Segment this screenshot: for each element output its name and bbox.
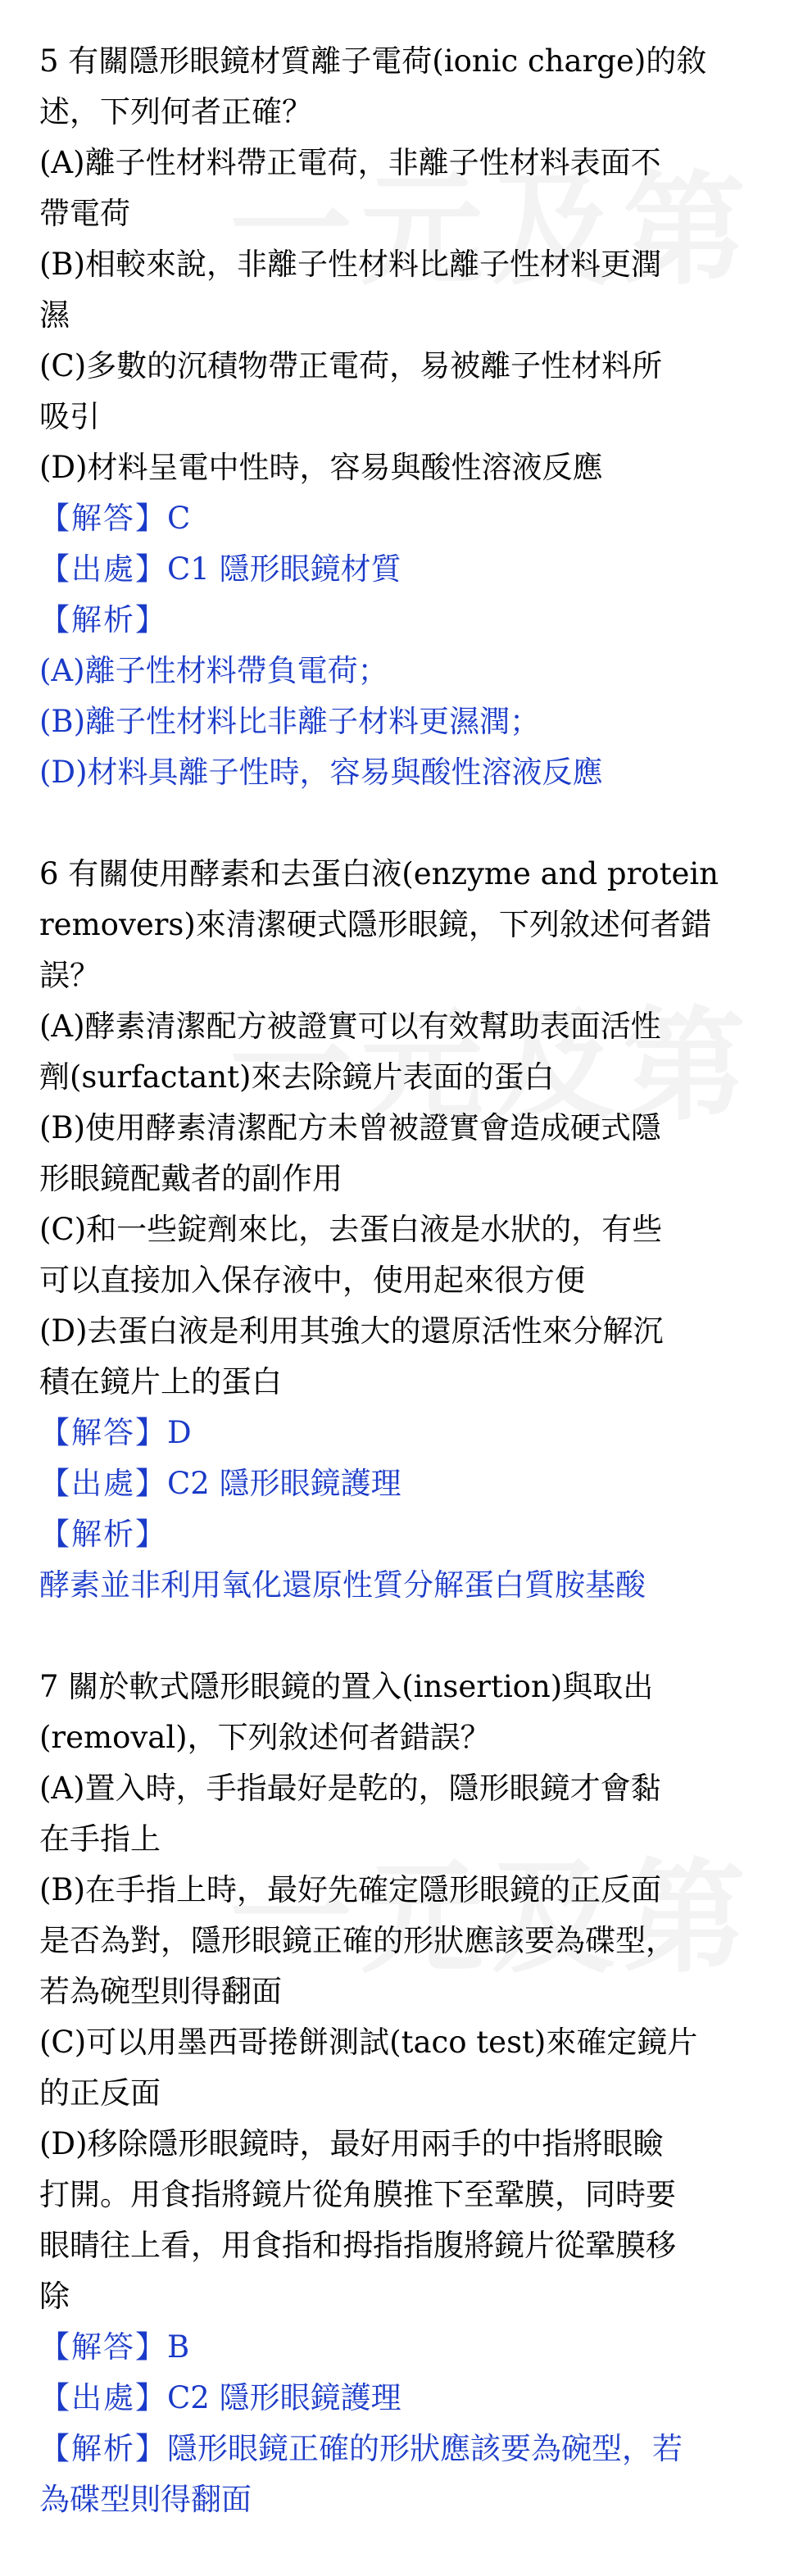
analysis-inline-text: 隱形眼鏡正確的形狀應該要為碗型，若 bbox=[167, 2431, 683, 2466]
question-5 bbox=[39, 36, 769, 798]
analysis-heading bbox=[39, 1509, 769, 1560]
analysis-line: 為碟型則得翻面 bbox=[39, 2482, 252, 2517]
option-a-line: 在手指上 bbox=[39, 1821, 161, 1857]
analysis-line: 酵素並非利用氧化還原性質分解蛋白質胺基酸 bbox=[39, 1567, 646, 1603]
option-c-line: (C)和一些錠劑來比，去蛋白液是水狀的，有些 bbox=[39, 1212, 663, 1247]
answer-line bbox=[39, 1408, 769, 1458]
question-stem-line: removers)來清潔硬式隱形眼鏡，下列敘述何者錯 bbox=[39, 907, 711, 942]
analysis-heading bbox=[39, 595, 769, 646]
answer-value: C bbox=[167, 501, 191, 536]
question-stem-line: 誤？ bbox=[39, 958, 100, 993]
option-b-line: (B)相較來說，非離子性材料比離子性材料更潤 bbox=[39, 247, 662, 282]
analysis-tag: 【解析】 bbox=[39, 602, 167, 637]
analysis-tag: 【解析】 bbox=[39, 2431, 167, 2466]
source-value: C1 隱形眼鏡材質 bbox=[167, 551, 402, 587]
answer-tag: 【解答】 bbox=[39, 501, 167, 536]
question-stem-line: 7 關於軟式隱形眼鏡的置入(insertion)與取出 bbox=[39, 1669, 654, 1704]
analysis-line: (A)離子性材料帶負電荷； bbox=[39, 653, 388, 688]
answer-value: B bbox=[167, 2329, 190, 2365]
analysis-tag: 【解析】 bbox=[39, 1517, 167, 1552]
option-b-line: 形眼鏡配戴者的副作用 bbox=[39, 1161, 343, 1196]
option-d-line: 除 bbox=[39, 2279, 70, 2314]
option-b-line: (B)在手指上時，最好先確定隱形眼鏡的正反面 bbox=[39, 1872, 662, 1907]
source-value: C2 隱形眼鏡護理 bbox=[167, 2380, 402, 2415]
source-tag: 【出處】 bbox=[39, 551, 167, 587]
answer-line bbox=[39, 2322, 769, 2373]
option-c-line: 的正反面 bbox=[39, 2075, 161, 2111]
option-a-line: (A)置入時，手指最好是乾的，隱形眼鏡才會黏 bbox=[39, 1771, 661, 1806]
answer-tag: 【解答】 bbox=[39, 2329, 167, 2365]
question-stem-line: 5 有關隱形眼鏡材質離子電荷(ionic charge)的敘 bbox=[39, 43, 707, 79]
question-stem-line: (removal)，下列敘述何者錯誤？ bbox=[39, 1720, 491, 1755]
source-value: C2 隱形眼鏡護理 bbox=[167, 1466, 402, 1501]
option-b-line: 是否為對，隱形眼鏡正確的形狀應該要為碟型， bbox=[39, 1923, 676, 1958]
answer-tag: 【解答】 bbox=[39, 1415, 167, 1450]
source-line bbox=[39, 544, 769, 595]
option-d-line: (D)移除隱形眼鏡時，最好用兩手的中指將眼瞼 bbox=[39, 2126, 664, 2161]
analysis-line bbox=[39, 2424, 769, 2474]
analysis-line: (D)材料具離子性時，容易與酸性溶液反應 bbox=[39, 755, 603, 790]
option-a-line: (A)酵素清潔配方被證實可以有效幫助表面活性 bbox=[39, 1009, 661, 1044]
option-a-line: (A)離子性材料帶正電荷，非離子性材料表面不 bbox=[39, 145, 661, 180]
option-c-line: 可以直接加入保存液中，使用起來很方便 bbox=[39, 1263, 585, 1298]
option-d-line: (D)去蛋白液是利用其強大的還原活性來分解沉 bbox=[39, 1313, 664, 1349]
source-line bbox=[39, 2373, 769, 2424]
option-c-line: (C)可以用墨西哥捲餅測試(taco test)來確定鏡片 bbox=[39, 2025, 698, 2060]
answer-line bbox=[39, 493, 769, 544]
option-c-line: 吸引 bbox=[39, 399, 100, 434]
option-b-line: 濕 bbox=[39, 297, 70, 333]
question-stem-line: 6 有關使用酵素和去蛋白液(enzyme and protein bbox=[39, 856, 719, 891]
analysis-line: (B)離子性材料比非離子材料更濕潤； bbox=[39, 704, 541, 739]
option-d-line: (D)材料呈電中性時，容易與酸性溶液反應 bbox=[39, 450, 603, 485]
question-stem-line: 述，下列何者正確？ bbox=[39, 94, 312, 129]
option-c-line: (C)多數的沉積物帶正電荷，易被離子性材料所 bbox=[39, 348, 663, 383]
option-b-line: 若為碗型則得翻面 bbox=[39, 1974, 282, 2009]
question-7 bbox=[39, 1662, 769, 2525]
option-d-line: 打開。用食指將鏡片從角膜推下至鞏膜，同時要 bbox=[39, 2177, 676, 2212]
document-page bbox=[39, 36, 769, 2576]
option-b-line: (B)使用酵素清潔配方未曾被證實會造成硬式隱 bbox=[39, 1110, 662, 1145]
source-tag: 【出處】 bbox=[39, 1466, 167, 1501]
option-a-line: 劑(surfactant)來去除鏡片表面的蛋白 bbox=[39, 1059, 555, 1095]
source-tag: 【出處】 bbox=[39, 2380, 167, 2415]
option-a-line: 帶電荷 bbox=[39, 196, 130, 231]
option-d-line: 積在鏡片上的蛋白 bbox=[39, 1364, 282, 1399]
question-6 bbox=[39, 849, 769, 1611]
option-d-line: 眼睛往上看，用食指和拇指指腹將鏡片從鞏膜移 bbox=[39, 2228, 676, 2263]
answer-value: D bbox=[167, 1415, 192, 1450]
source-line bbox=[39, 1458, 769, 1509]
